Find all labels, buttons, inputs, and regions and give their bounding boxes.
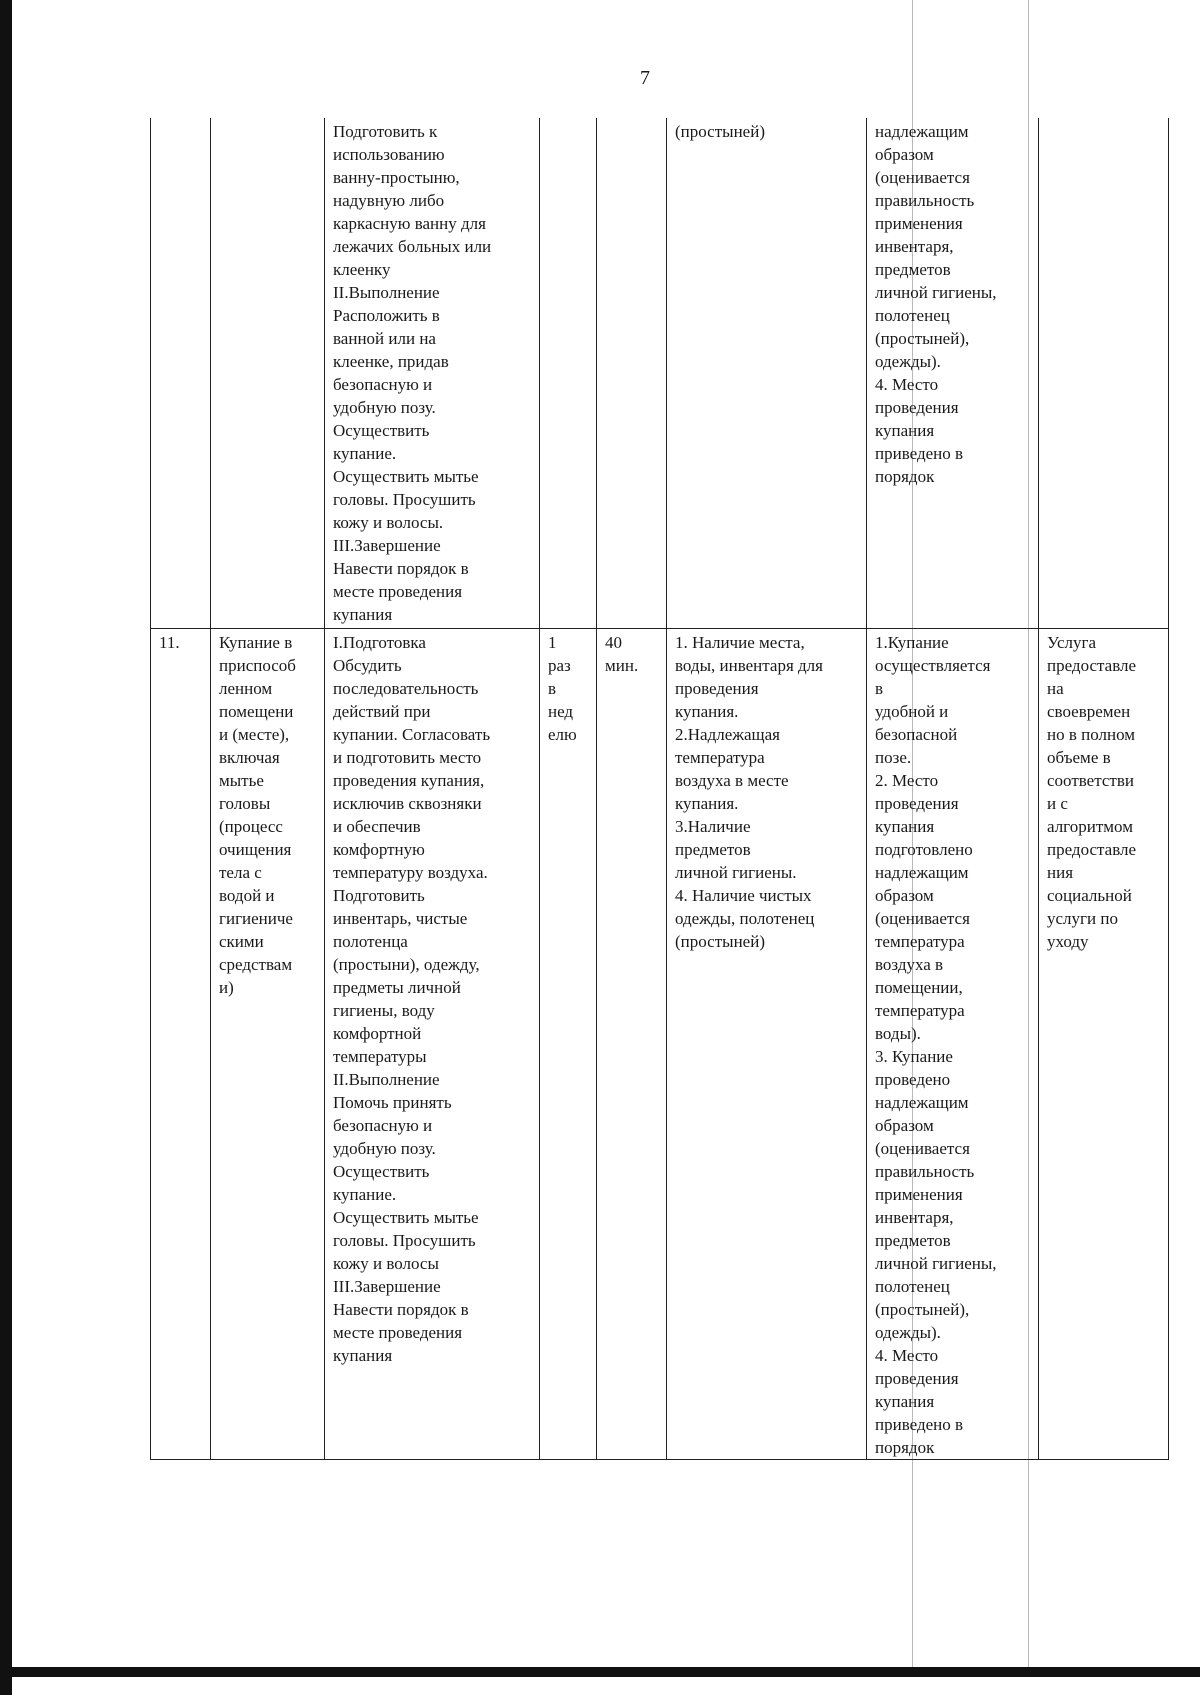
cell-frequency: 1 раз в нед елю — [540, 629, 597, 1460]
cell-number: 11. — [151, 629, 211, 1460]
cell-evaluation: Услуга предоставле на своевремен но в полном объеме в соответстви и с алгоритмом предоставле ния социальной услуги по уходу — [1039, 629, 1169, 1460]
cell-quality-indicators: 1.Купание осуществляется в удобной и безопасной позе. 2. Место проведения купания подготовлено надлежащим образом (оценивается температура воздуха в помещении, температура воды). 3. Купание проведено надлежащим образом (оценивается правильность применения инвентаря, предметов личной гигиены, полотенец (простыней), одежды). 4. Место проведения купания приведено в порядок — [867, 629, 1039, 1460]
services-table — [150, 118, 1169, 1460]
cell-number — [151, 118, 211, 629]
cell-conditions: (простыней) — [667, 118, 867, 629]
cell-duration: 40 мин. — [597, 629, 667, 1460]
scan-bottom-edge — [0, 1667, 1200, 1677]
cell-quality-indicators: надлежащим образом (оценивается правильность применения инвентаря, предметов личной гигиены, полотенец (простыней), одежды). 4. Место проведения купания приведено в порядок — [867, 118, 1039, 629]
cell-evaluation — [1039, 118, 1169, 629]
cell-conditions: 1. Наличие места, воды, инвентаря для проведения купания. 2.Надлежащая температура воздуха в месте купания. 3.Наличие предметов личной гигиены. 4. Наличие чистых одежды, полотенец (простыней) — [667, 629, 867, 1460]
cell-service-content: I.Подготовка Обсудить последовательность действий при купании. Согласовать и подготовить место проведения купания, исключив сквозняки и обеспечив комфортную температуру воздуха. Подготовить инвентарь, чистые полотенца (простыни), одежду, предметы личной гигиены, воду комфортной температуры II.Выполнение Помочь принять безопасную и удобную позу. Осуществить купание. Осуществить мытье головы. Просушить кожу и волосы III.Завершение Навести порядок в месте проведения купания — [325, 629, 540, 1460]
table-row-11 — [151, 629, 1169, 1460]
scan-left-edge — [0, 0, 12, 1695]
cell-service-name — [211, 118, 325, 629]
cell-service-content: Подготовить к использованию ванну-простыню, надувную либо каркасную ванну для лежачих больных или клеенку II.Выполнение Расположить в ванной или на клеенке, придав безопасную и удобную позу. Осуществить купание. Осуществить мытье головы. Просушить кожу и волосы. III.Завершение Навести порядок в месте проведения купания — [325, 118, 540, 629]
cell-duration — [597, 118, 667, 629]
cell-service-name: Купание в приспособ ленном помещени и (месте), включая мытье головы (процесс очищения тела с водой и гигиениче скими средствам и) — [211, 629, 325, 1460]
cell-frequency — [540, 118, 597, 629]
table-row-continued — [151, 118, 1169, 629]
page-number: 7 — [640, 67, 650, 89]
